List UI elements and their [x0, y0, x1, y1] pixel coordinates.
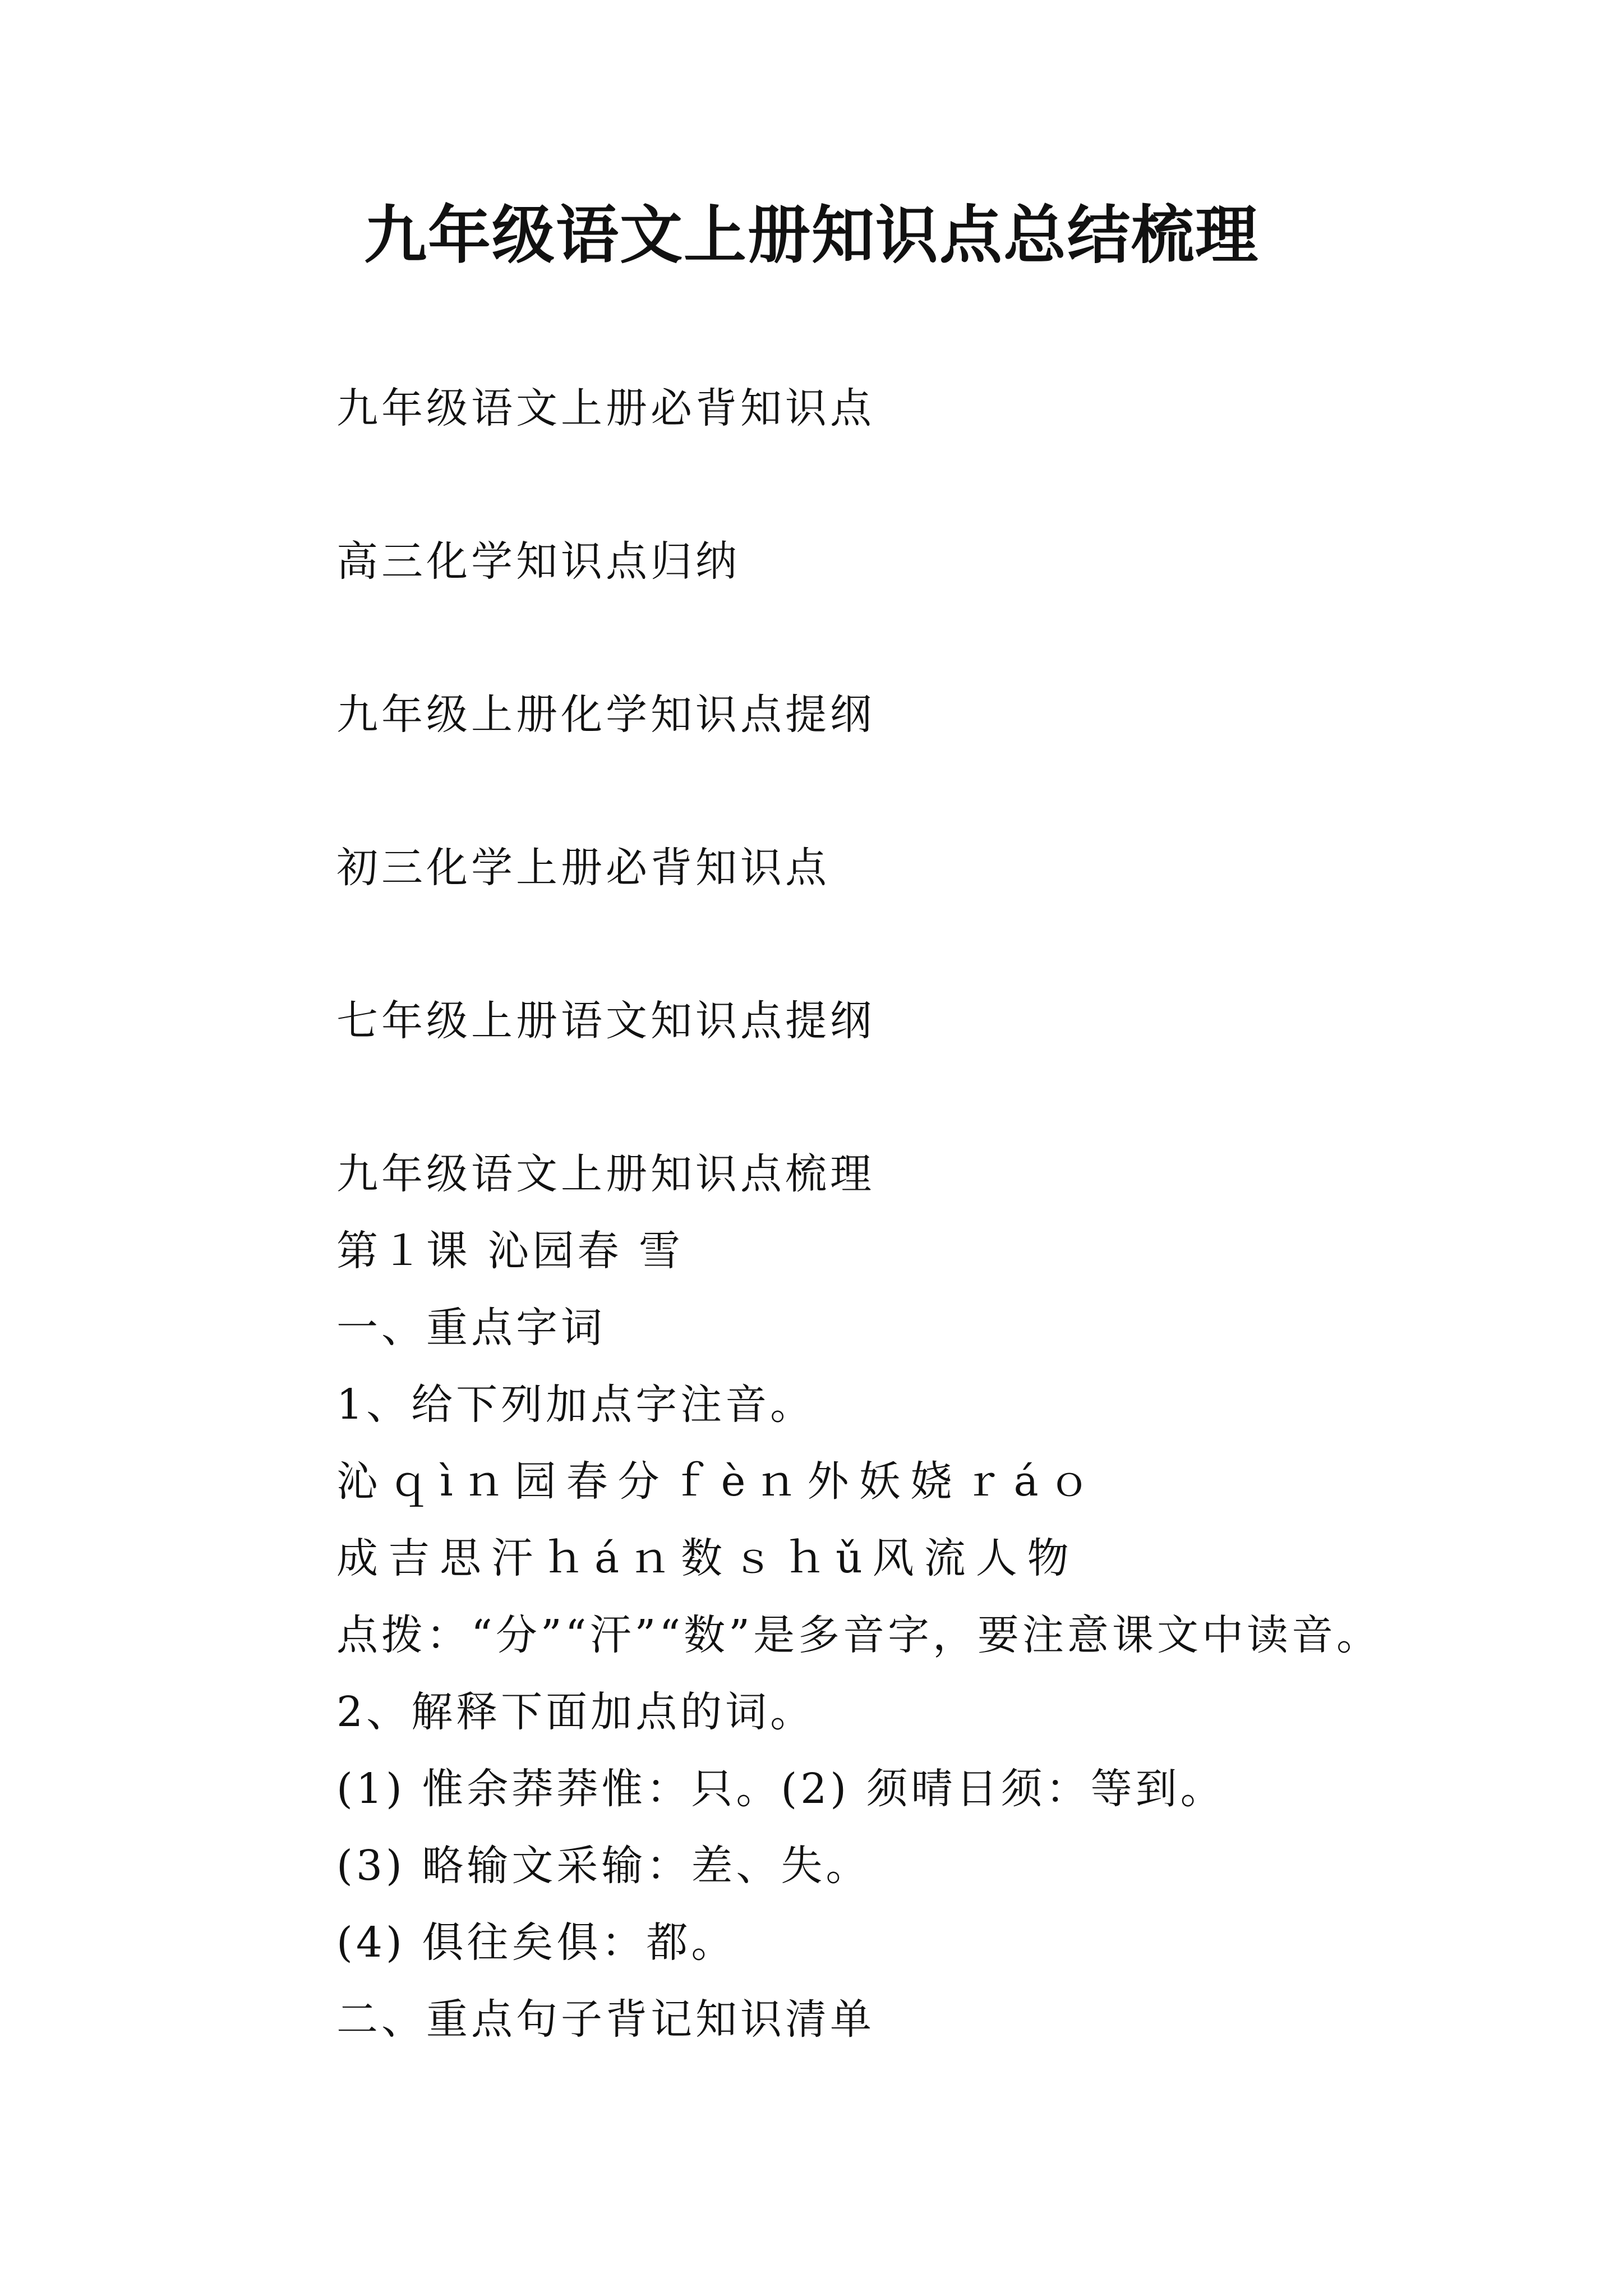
pinyin-line: 沁ｑìｎ园春分ｆèｎ外妖娆ｒáｏ — [336, 1457, 1100, 1506]
note-paragraph: 点拨：“分”“汗”“数”是多音字，要注意课文中读音。 — [336, 1611, 1381, 1659]
answer-line: (4) 俱往矣俱：都。 — [336, 1918, 736, 1967]
answer-line: (1) 惟余莽莽惟：只。(2) 须晴日须：等到。 — [336, 1765, 1225, 1813]
related-link[interactable]: 九年级语文上册必背知识点 — [336, 384, 875, 432]
pinyin-line: 成吉思汗ｈáｎ数ｓｈǔ风流人物 — [336, 1534, 1079, 1582]
related-link[interactable]: 初三化学上册必背知识点 — [336, 844, 830, 892]
related-link[interactable]: 九年级上册化学知识点提纲 — [336, 691, 875, 739]
subsection-heading: 二、重点句子背记知识清单 — [336, 1995, 875, 2044]
subsection-heading: 一、重点字词 — [336, 1304, 606, 1352]
lesson-title: 第１课 沁园春 雪 — [336, 1227, 684, 1275]
document-title: 九年级语文上册知识点总结梳理 — [364, 199, 1259, 272]
section-heading: 九年级语文上册知识点梳理 — [336, 1150, 875, 1198]
question: 1、给下列加点字注音。 — [336, 1381, 815, 1429]
answer-line: (3) 略输文采输：差、失。 — [336, 1842, 871, 1890]
question: 2、解释下面加点的词。 — [336, 1688, 815, 1736]
related-link[interactable]: 高三化学知识点归纳 — [336, 537, 740, 586]
related-link[interactable]: 七年级上册语文知识点提纲 — [336, 997, 875, 1045]
